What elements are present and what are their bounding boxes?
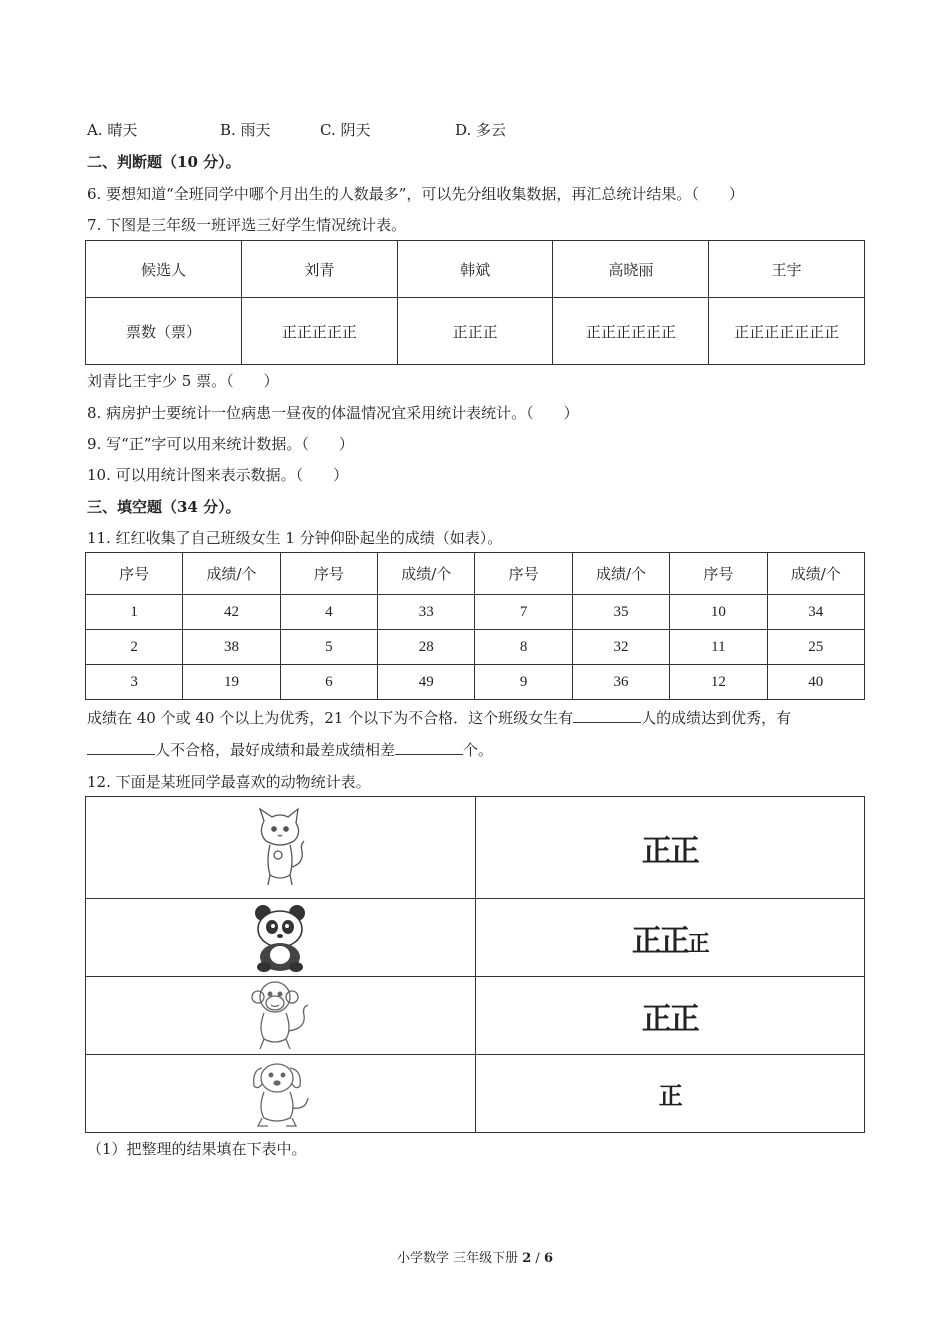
table-cell: 3 [86,665,183,700]
text-fragment: 人的成绩达到优秀，有 [641,709,792,727]
table-cell: 42 [183,595,280,630]
table-cell: 6 [280,665,377,700]
table-cell: 5 [280,630,377,665]
page-total: 6 [543,1251,553,1266]
text-fragment: 人不合格，最好成绩和最差成绩相差 [155,741,396,759]
answer-blank[interactable] [87,740,155,755]
table-cell: 正正正 [397,298,553,365]
table-header-cell: 序号 [670,553,767,595]
table-cell: 高晓丽 [553,241,709,298]
tally-partial-mark: 正 [658,1081,681,1110]
panda-icon [249,903,311,973]
table-header-cell: 成绩/个 [572,553,669,595]
text-fragment: 个。 [463,741,494,759]
table-row [86,1055,865,1133]
section-3-heading: 三、填空题（34 分）。 [87,498,241,516]
table-header-cell: 成绩/个 [183,553,280,595]
page-footer [0,1247,950,1266]
table-header-cell: 序号 [86,553,183,595]
table-cell: 7 [475,595,572,630]
tally-marks: 正正 [631,923,688,959]
table-cell: 28 [378,630,475,665]
question-9: 9. 写“正”字可以用来统计数据。（ ） [87,435,354,453]
table-cell: 1 [86,595,183,630]
tally-cell [475,977,864,1055]
table-cell: 33 [378,595,475,630]
tally-cell [475,1055,864,1133]
table-cell: 候选人 [86,241,242,298]
table-cell: 王宇 [709,241,865,298]
table-cell: 8 [475,630,572,665]
text-fragment: 成绩在 40 个或 40 个以上为优秀，21 个以下为不合格．这个班级女生有 [87,709,574,727]
table-cell: 19 [183,665,280,700]
table-cell: 38 [183,630,280,665]
table-header-cell: 序号 [280,553,377,595]
cat-icon [250,807,310,889]
tally-marks: 正正 [641,833,698,869]
table-cell: 32 [572,630,669,665]
table-row [86,899,865,977]
question-11-text-2 [87,740,493,760]
option-b: B. 雨天 [220,121,271,139]
table-cell: 10 [670,595,767,630]
page-separator: / [531,1251,544,1266]
table-cell: 正正正正正 [242,298,398,365]
animal-cell [86,797,476,899]
animal-cell [86,977,476,1055]
table-cell: 票数（票） [86,298,242,365]
table-row [86,630,865,665]
option-a: A. 晴天 [87,121,138,139]
animal-cell [86,899,476,977]
animal-cell [86,1055,476,1133]
question-7: 7. 下图是三年级一班评选三好学生情况统计表。 [87,216,407,234]
table-header-cell: 序号 [475,553,572,595]
dog-icon [248,1058,312,1130]
table-cell: 40 [767,665,864,700]
candidate-vote-table [85,240,865,365]
table-cell: 4 [280,595,377,630]
tally-partial-mark: 正 [687,931,708,957]
situp-score-table [85,552,865,700]
table-cell: 2 [86,630,183,665]
table-cell: 34 [767,595,864,630]
table-header-cell: 成绩/个 [378,553,475,595]
table-cell: 49 [378,665,475,700]
table-cell: 刘青 [242,241,398,298]
table-row [86,977,865,1055]
question-12-sub-1: （1）把整理的结果填在下表中。 [87,1140,307,1158]
question-11-text-1 [87,708,791,728]
table-row [86,665,865,700]
option-c: C. 阴天 [320,121,371,139]
question-10: 10. 可以用统计图来表示数据。（ ） [87,466,349,484]
question-8: 8. 病房护士要统计一位病患一昼夜的体温情况宜采用统计表统计。（ ） [87,404,579,422]
question-7-statement: 刘青比王宇少 5 票。（ ） [87,372,279,390]
table-cell: 12 [670,665,767,700]
question-11: 11. 红红收集了自己班级女生 1 分钟仰卧起坐的成绩（如表）。 [87,529,503,547]
table-row [86,595,865,630]
table-cell: 35 [572,595,669,630]
table-cell: 25 [767,630,864,665]
option-d: D. 多云 [455,121,507,139]
table-cell: 36 [572,665,669,700]
favorite-animal-table [85,796,865,1133]
tally-cell [475,899,864,977]
tally-cell [475,797,864,899]
question-12: 12. 下面是某班同学最喜欢的动物统计表。 [87,773,371,791]
table-cell: 韩斌 [397,241,553,298]
table-cell: 正正正正正正 [553,298,709,365]
section-2-heading: 二、判断题（10 分）。 [87,153,241,171]
table-header-cell: 成绩/个 [767,553,864,595]
question-6: 6. 要想知道“全班同学中哪个月出生的人数最多”，可以先分组收集数据，再汇总统计结果。（ ） [87,185,744,203]
answer-blank[interactable] [395,740,463,755]
table-cell: 9 [475,665,572,700]
tally-marks: 正正 [641,1001,698,1037]
footer-title: 小学数学 三年级下册 [396,1251,523,1266]
table-cell: 11 [670,630,767,665]
answer-blank[interactable] [573,708,641,723]
table-cell: 正正正正正正正 [709,298,865,365]
monkey-icon [248,979,312,1053]
page-number: 2 [522,1251,532,1266]
table-row [86,797,865,899]
